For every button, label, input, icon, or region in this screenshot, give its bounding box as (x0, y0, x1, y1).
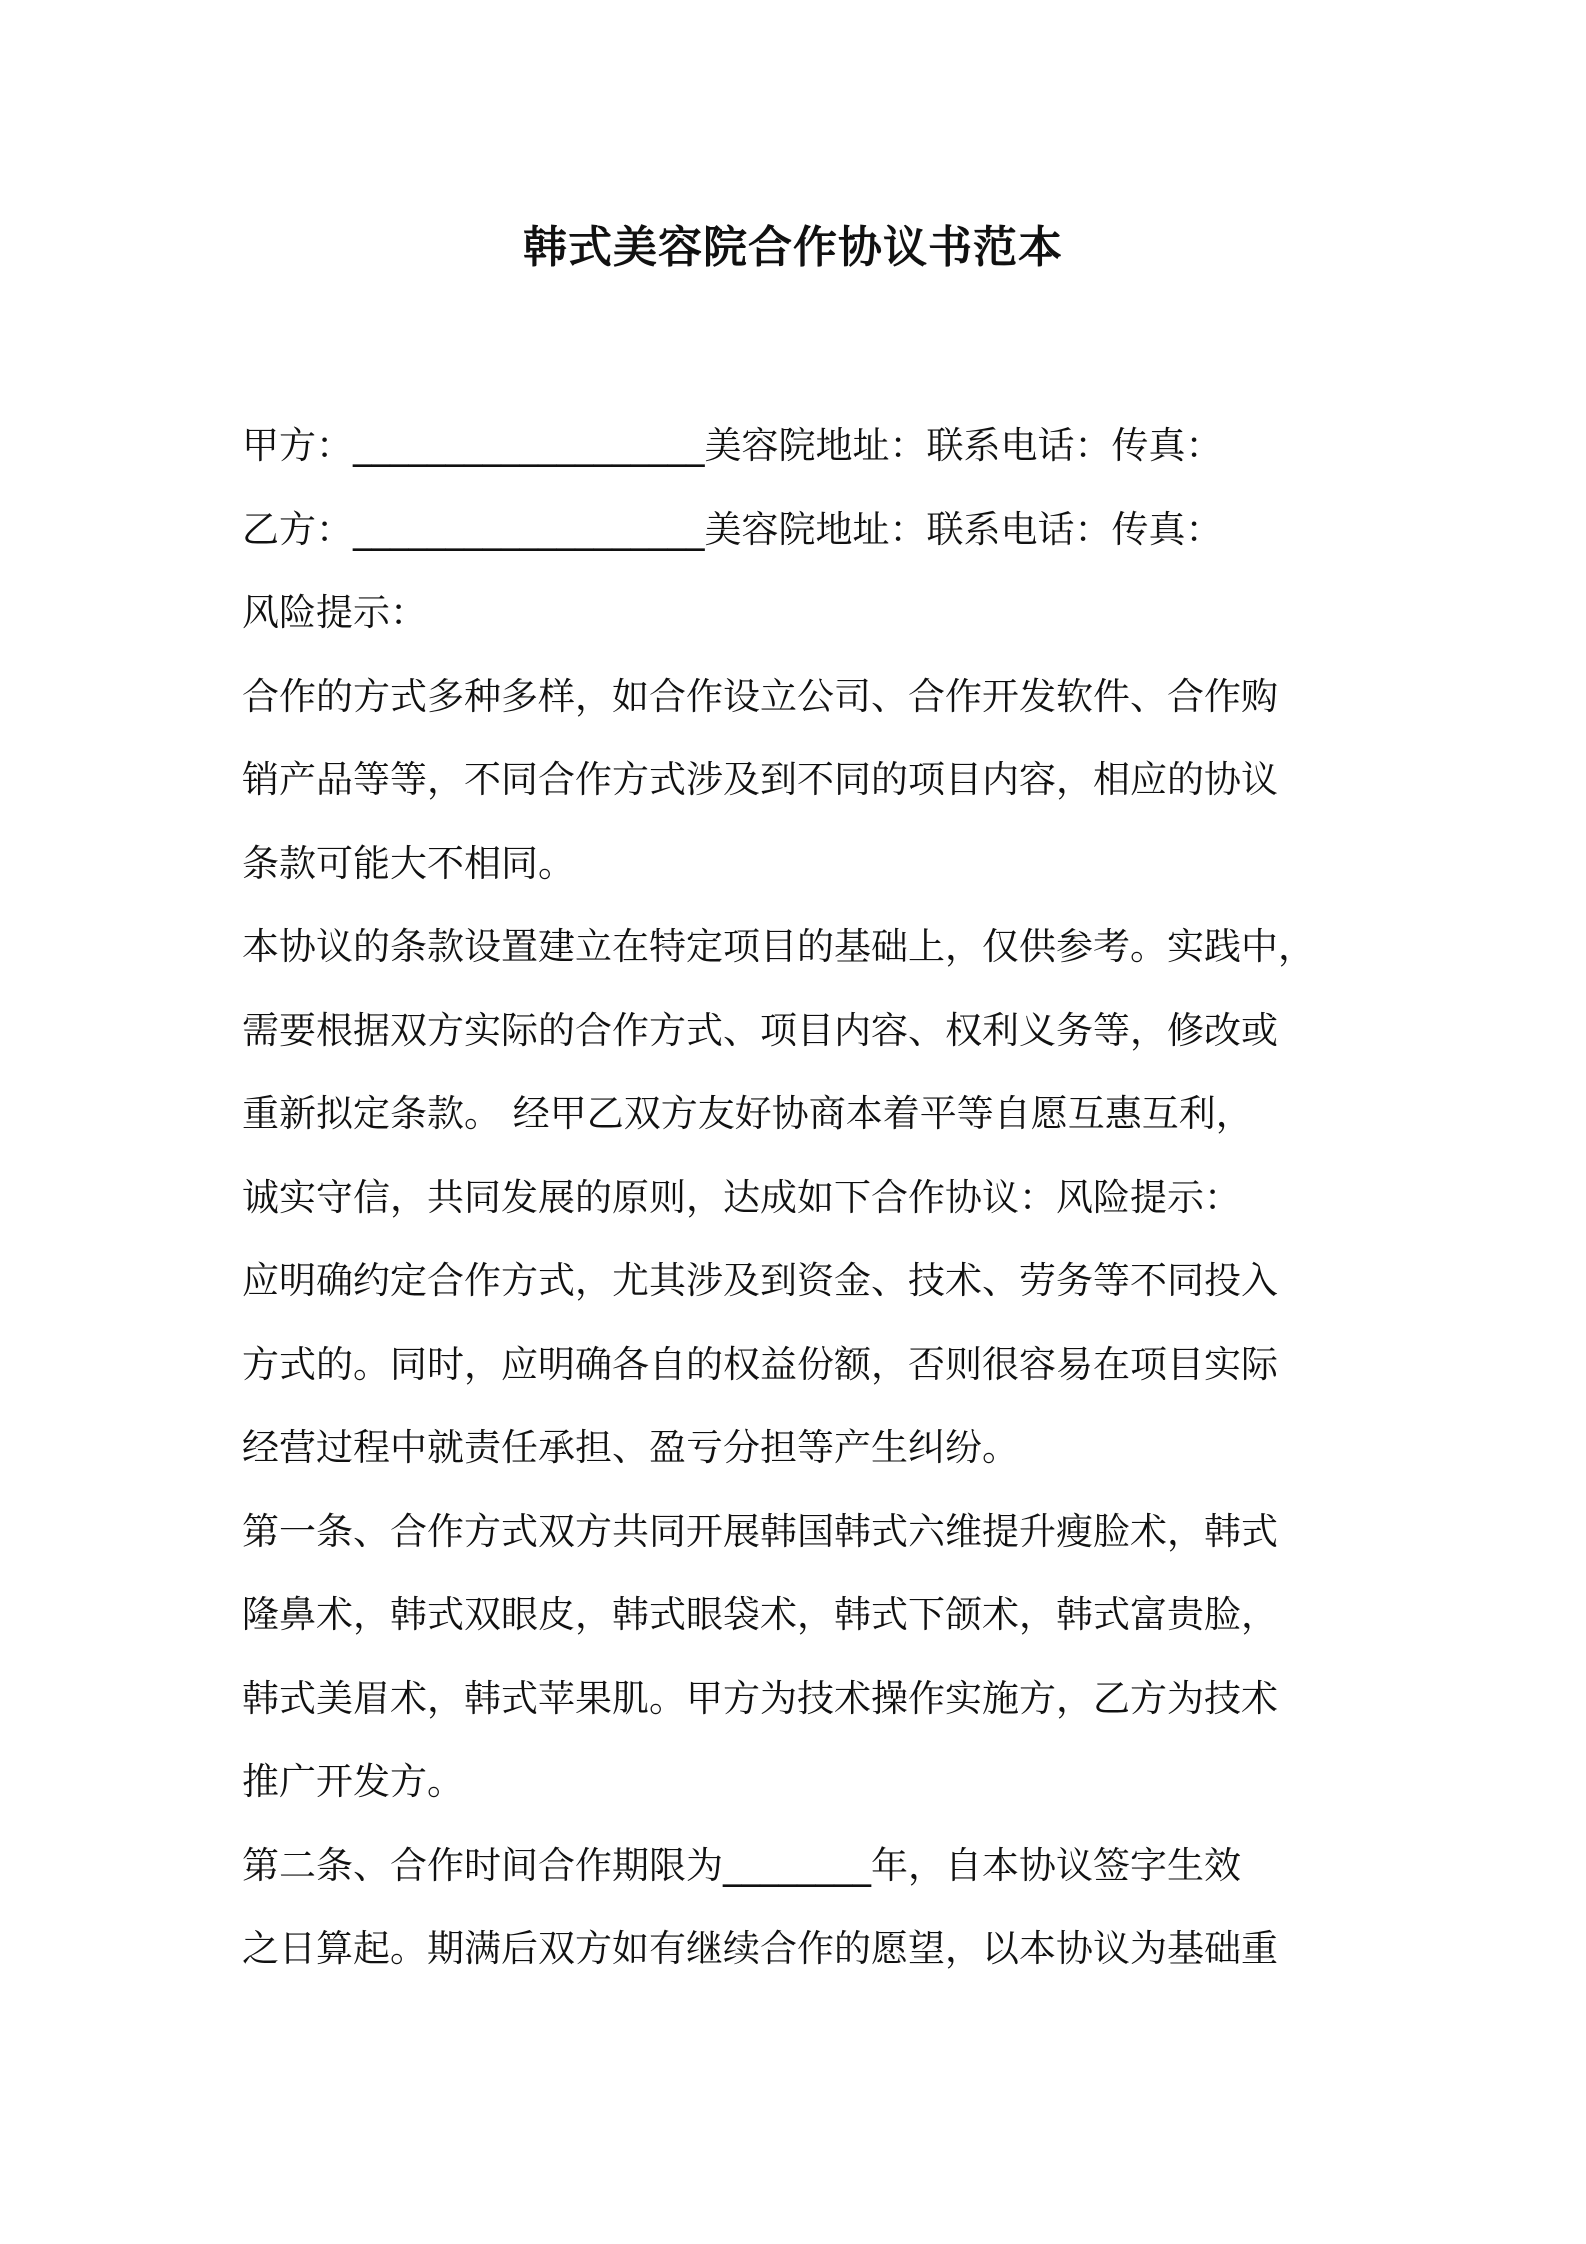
paragraph-line: 合作的方式多种多样，如合作设立公司、合作开发软件、合作购 (242, 674, 1278, 718)
paragraph-line: 销产品等等，不同合作方式涉及到不同的项目内容，相应的协议 (242, 758, 1278, 801)
article-one-line: 第一条、合作方式双方共同开展韩国韩式六维提升瘦脸术，韩式 (242, 1509, 1278, 1553)
article-two-line: 之日算起。期满后双方如有继续合作的愿望，以本协议为基础重 (242, 1927, 1278, 1970)
paragraph-line: 本协议的条款设置建立在特定项目的基础上，仅供参考。实践中， (242, 925, 1315, 968)
risk-notice-heading: 风险提示： (242, 591, 427, 634)
paragraph-line: 方式的。同时，应明确各自的权益份额，否则很容易在项目实际 (242, 1342, 1278, 1386)
party-a-line: 甲方：___________________美容院地址：联系电话：传真： (242, 424, 1223, 467)
document-title: 韩式美容院合作协议书范本 (523, 222, 1063, 273)
article-one-line: 韩式美眉术，韩式苹果肌。甲方为技术操作实施方，乙方为技术 (242, 1676, 1278, 1720)
party-b-line: 乙方：___________________美容院地址：联系电话：传真： (242, 507, 1223, 551)
article-two-line: 第二条、合作时间合作期限为________年，自本协议签字生效 (242, 1843, 1241, 1887)
article-one-line: 推广开发方。 (242, 1760, 464, 1803)
article-one-line: 隆鼻术，韩式双眼皮，韩式眼袋术，韩式下颌术，韩式富贵脸， (242, 1593, 1278, 1636)
paragraph-line: 条款可能大不相同。 (242, 841, 575, 885)
paragraph-line: 经营过程中就责任承担、盈亏分担等产生纠纷。 (242, 1426, 1019, 1469)
paragraph-line: 应明确约定合作方式，尤其涉及到资金、技术、劳务等不同投入 (242, 1259, 1278, 1302)
paragraph-line: 诚实守信，共同发展的原则，达成如下合作协议：风险提示： (242, 1175, 1241, 1219)
paragraph-line: 需要根据双方实际的合作方式、项目内容、权利义务等，修改或 (242, 1008, 1278, 1052)
paragraph-line: 重新拟定条款。 经甲乙双方友好协商本着平等自愿互惠互利， (242, 1092, 1253, 1135)
document-body (242, 404, 1362, 1991)
